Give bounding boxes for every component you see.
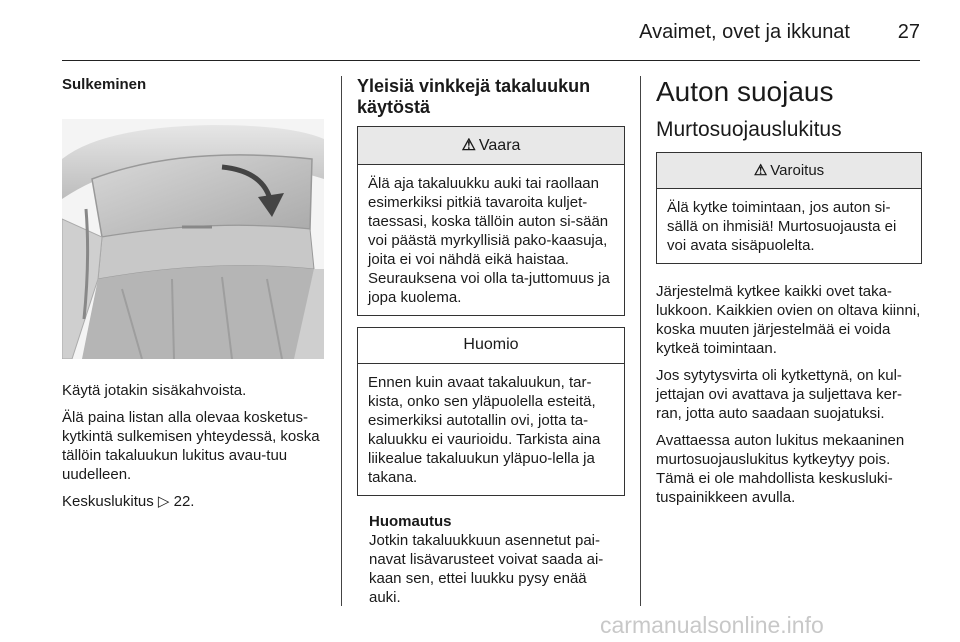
- warning-box: [656, 152, 922, 264]
- reference-page: 22.: [173, 493, 195, 510]
- column-middle: [357, 76, 625, 607]
- notice-body: Ennen kuin avaat takaluukun, tar-kista, onko sen yläpuolella esteitä, esimerkiksi autotallin ovi, jotta ta-kaluukku ei vaurioidu. Tarkista aina liikealue takaluukun yläpuo-lella ja takana.: [368, 374, 601, 486]
- watermark: carmanualsonline.info: [600, 612, 824, 638]
- column-divider: [341, 76, 342, 606]
- tailgate-illustration: [62, 119, 324, 359]
- page-reference-icon: ▷: [157, 493, 170, 510]
- column-right: [656, 76, 922, 507]
- danger-box-header: [358, 127, 624, 165]
- danger-body: Älä aja takaluukku auki tai raollaan esimerkiksi pitkiä tavaroita kuljet-taessasi, koska tällöin auton si-sään voi päästä myrkyllisiä pako-kaasuja, joita ei voi nähdä eikä haistaa. Seurauksena voi olla ta-juttomuus ja jopa kuolema.: [368, 175, 610, 306]
- warning-body: Älä kytke toimintaan, jos auton si-sällä on ihmisiä! Murtosuojausta ei voi avata sisäpuolelta.: [667, 199, 897, 254]
- page-number: 27: [897, 21, 920, 43]
- header-title: Avaimet, ovet ja ikkunat: [639, 21, 850, 43]
- body-paragraph: Jos sytytysvirta oli kytkettynä, on kul-jettajan ovi avattava ja suljettava ker-ran, jotta auto saadaan suojatuksi.: [656, 367, 902, 422]
- instruction-text: Käytä jotakin sisäkahvoista.: [62, 382, 247, 399]
- cross-reference: [62, 492, 324, 511]
- notice-box-header: Huomio: [358, 328, 624, 364]
- note-block: [369, 512, 615, 607]
- column-left: [62, 76, 324, 511]
- warning-box-header: [657, 153, 921, 189]
- instruction-text: Älä paina listan alla olevaa kosketus-kytkintä sulkemisen yhteydessä, koska tällöin takaluukun lukitus avau-tuu uudelleen.: [62, 409, 320, 483]
- section-heading-tailgate-tips: Yleisiä vinkkejä takaluukun käytöstä: [357, 76, 591, 117]
- body-paragraph: Avattaessa auton lukitus mekaaninen murtosuojauslukitus kytkeytyy pois. Tämä ei ole mahdollista keskusluki-tuspainikkeen avulla.: [656, 432, 905, 506]
- section-title: Murtosuojauslukitus: [656, 118, 842, 141]
- body-paragraph: Järjestelmä kytkee kaikki ovet taka-lukkoon. Kaikkien ovien on oltava kiinni, koska muuten järjestelmää ei voida kytkeä toimintaan.: [656, 283, 921, 357]
- page-header: [62, 18, 920, 61]
- note-title: Huomautus: [369, 513, 452, 530]
- chapter-title: Auton suojaus: [656, 76, 834, 107]
- danger-box: [357, 126, 625, 316]
- warning-triangle-icon: ⚠: [461, 137, 476, 154]
- reference-label: Keskuslukitus: [62, 493, 154, 510]
- notice-box: [357, 327, 625, 496]
- warning-title: Varoitus: [770, 162, 825, 179]
- column-divider: [640, 76, 641, 606]
- section-heading-closing: Sulkeminen: [62, 76, 147, 93]
- danger-title: Vaara: [478, 137, 521, 154]
- note-body: Jotkin takaluukkuun asennetut pai-navat lisävarusteet voivat saada ai-kaan sen, ettei luukku pysy enää auki.: [369, 532, 604, 606]
- warning-triangle-icon: ⚠: [753, 162, 768, 179]
